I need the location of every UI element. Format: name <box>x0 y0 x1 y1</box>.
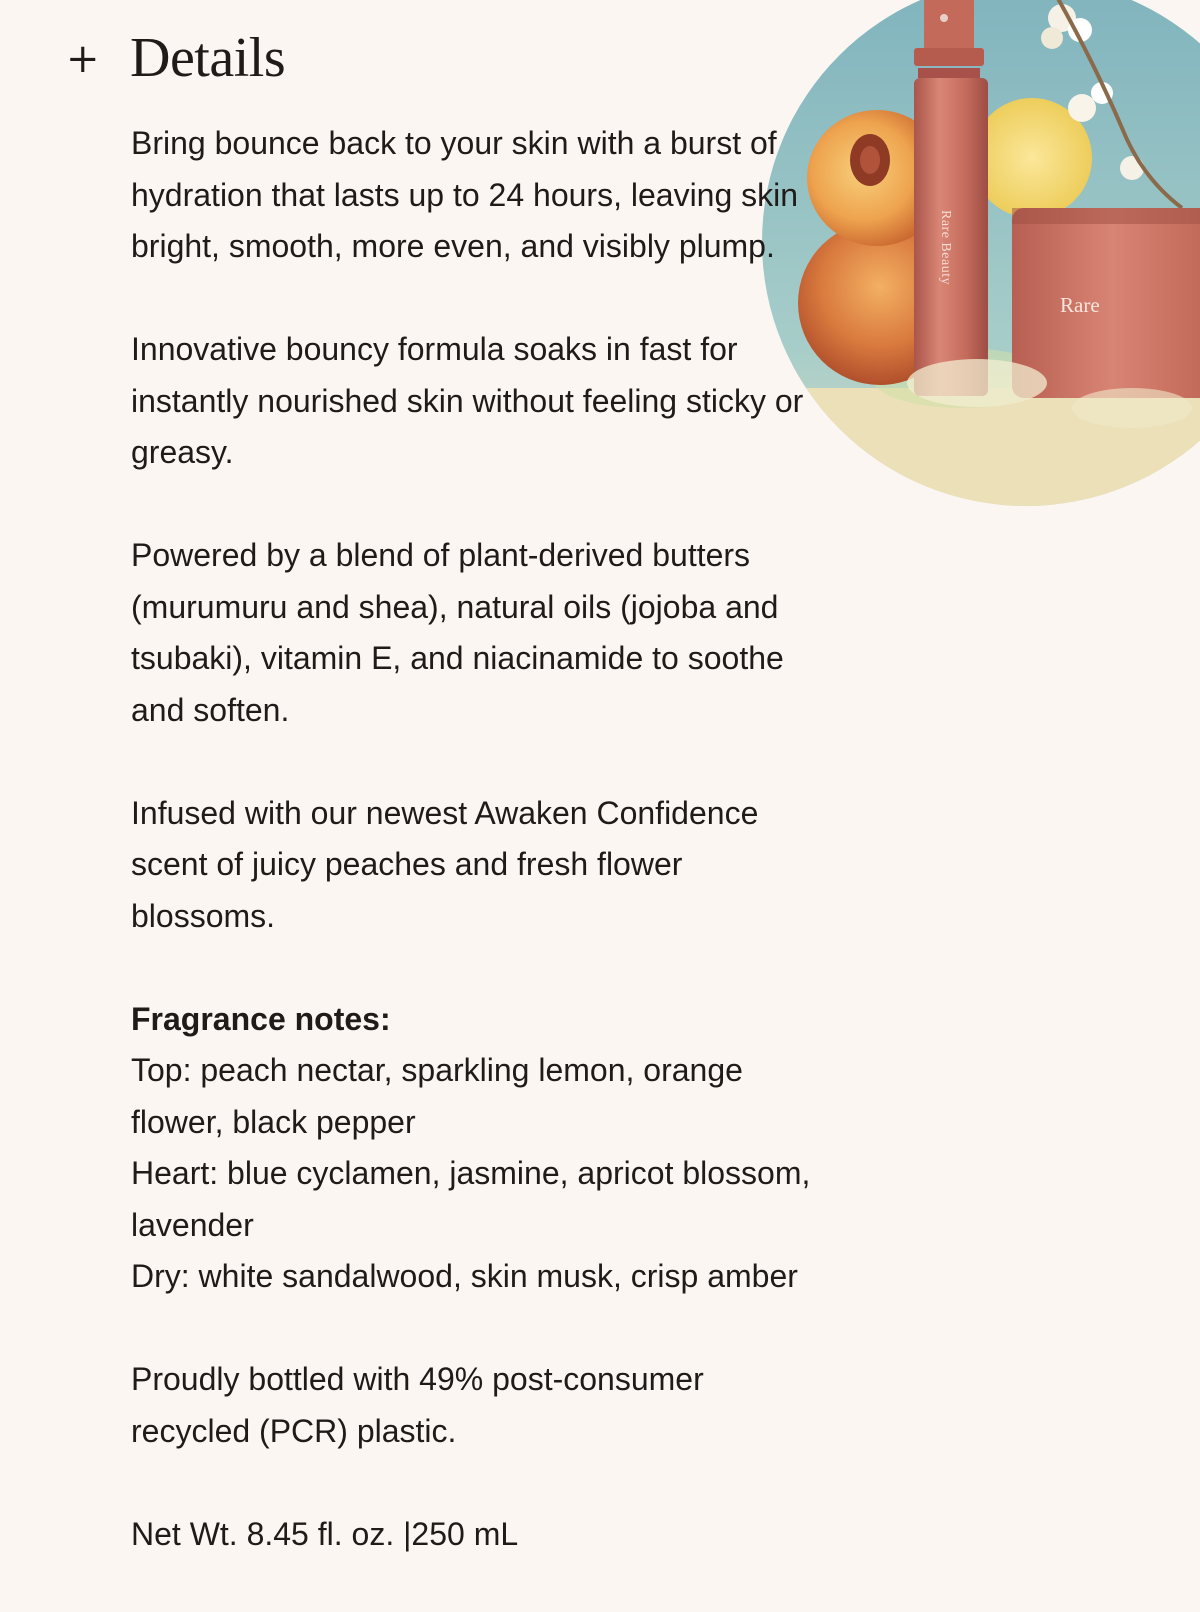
description-paragraph: Innovative bouncy formula soaks in fast for instantly nourished skin without feeling sticky or greasy. <box>131 331 804 470</box>
description-paragraph: Powered by a blend of plant-derived butters (murumuru and shea), natural oils (jojoba and tsubaki), vitamin E, and niacinamide to soothe and soften. <box>131 537 784 728</box>
description-paragraph: Bring bounce back to your skin with a burst of hydration that lasts up to 24 hours, leaving skin bright, smooth, more even, and visibly plump. <box>131 125 799 264</box>
details-accordion-header[interactable] <box>66 27 286 89</box>
packaging-note: Proudly bottled with 49% post-consumer recycled (PCR) plastic. <box>131 1361 704 1449</box>
fragrance-notes-heading: Fragrance notes: <box>131 1000 391 1037</box>
jar-label: Rare <box>1060 293 1100 317</box>
cream-jar <box>1012 208 1200 398</box>
description-paragraph: Infused with our newest Awaken Confidence scent of juicy peaches and fresh flower blossoms. <box>131 794 759 934</box>
fragrance-heart-notes: Heart: blue cyclamen, jasmine, apricot blossom, <box>131 1155 811 1191</box>
spray-bottle <box>914 0 988 396</box>
fragrance-notes: Fragrance notes: Top: peach nectar, sparkling lemon, orange flower, black pepper Heart: blue cyclamen, jasmine, apricot blossom, lavender Dry: white sandalwood, skin musk, crisp amber <box>131 994 891 1303</box>
plus-icon[interactable]: + <box>66 36 100 82</box>
bottle-label: Rare Beauty <box>938 210 953 286</box>
net-weight: Net Wt. 8.45 fl. oz. |250 mL <box>131 1515 519 1552</box>
fragrance-dry-notes: Dry: white sandalwood, skin musk, crisp amber <box>131 1258 798 1294</box>
details-title: Details <box>130 27 286 89</box>
fragrance-top-notes: Top: peach nectar, sparkling lemon, orange <box>131 1052 743 1088</box>
details-content <box>131 118 891 1612</box>
